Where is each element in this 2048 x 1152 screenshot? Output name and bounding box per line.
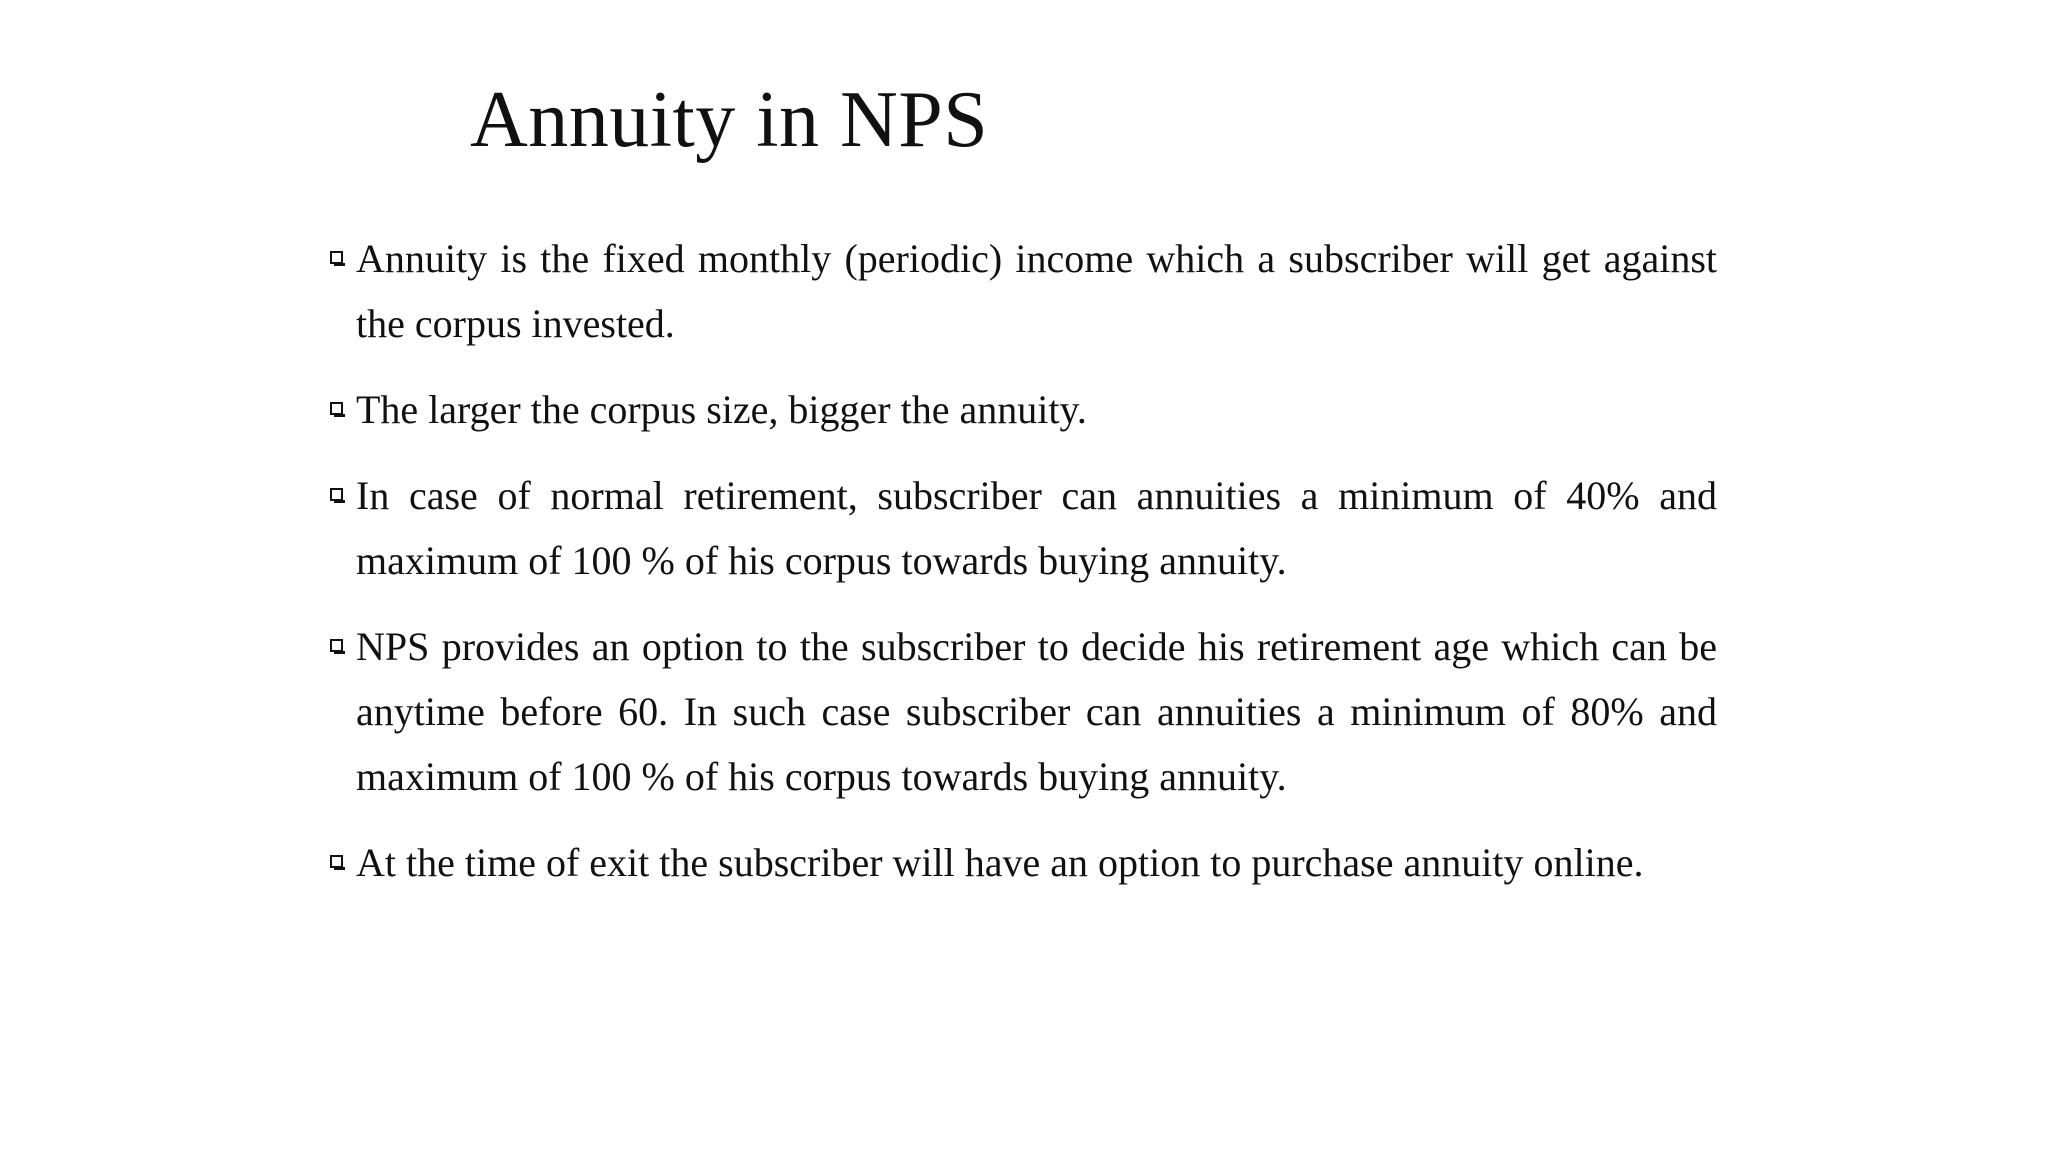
checkbox-square-icon <box>326 226 356 291</box>
bullet-item <box>326 614 1717 809</box>
bullet-item <box>326 226 1717 356</box>
bullet-item <box>326 830 1717 895</box>
checkbox-square-icon <box>326 463 356 528</box>
bullet-text: The larger the corpus size, bigger the annuity. <box>356 387 1087 432</box>
checkbox-square-icon <box>326 830 356 895</box>
bullet-text: Annuity is the fixed monthly (periodic) income which a subscriber will get against the corpus invested. <box>356 236 1717 346</box>
bullet-text: NPS provides an option to the subscriber to decide his retirement age which can be anytime before 60. In such case subscriber can annuities a minimum of 80% and maximum of 100 % of his corpus towards buying annuity. <box>356 624 1717 799</box>
bullet-item <box>326 463 1717 593</box>
bullet-text: At the time of exit the subscriber will have an option to purchase annuity online. <box>356 840 1644 885</box>
bullet-item <box>326 377 1717 442</box>
checkbox-square-icon <box>326 377 356 442</box>
slide-title: Annuity in NPS <box>470 76 989 164</box>
bullet-text: In case of normal retirement, subscriber can annuities a minimum of 40% and maximum of 100 % of his corpus towards buying annuity. <box>356 473 1717 583</box>
checkbox-square-icon <box>326 614 356 679</box>
bullet-list <box>326 226 1717 916</box>
